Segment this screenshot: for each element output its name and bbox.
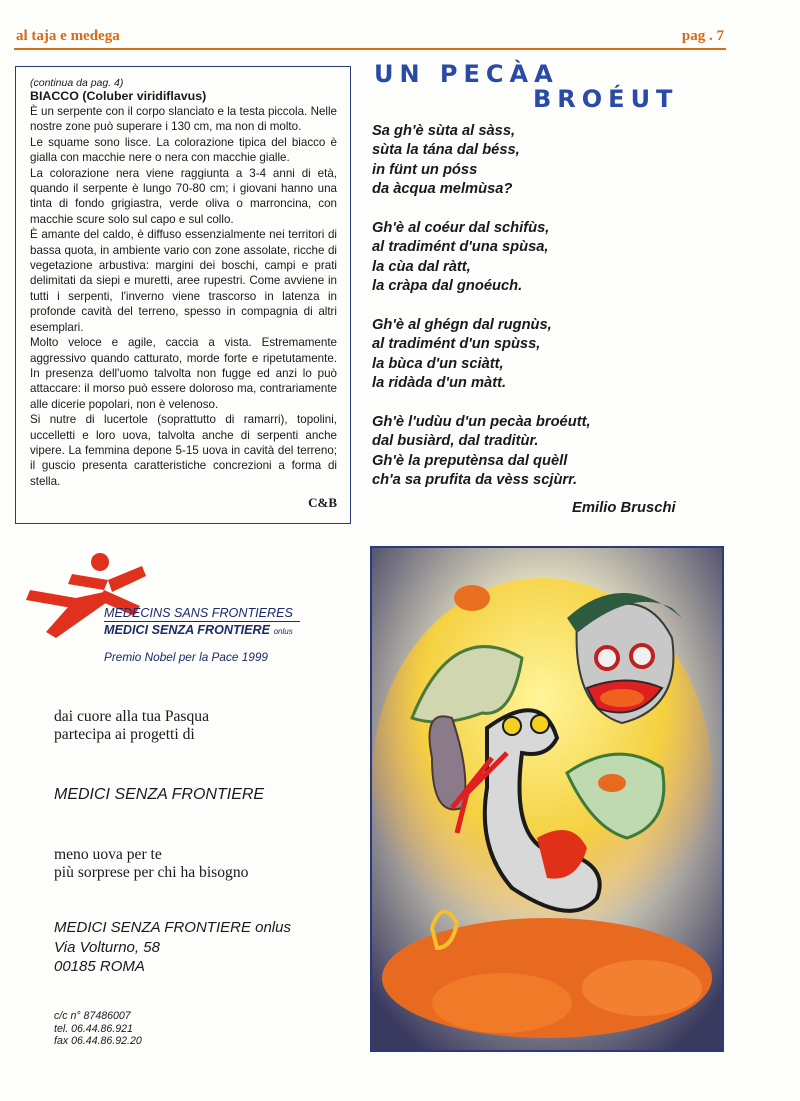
ad-text-line: più sorprese per chi ha bisogno <box>54 864 249 881</box>
ad-text-line: dai cuore alla tua Pasqua <box>54 708 210 725</box>
article-paragraph: È amante del caldo, è diffuso essenzialmente nei territori di bassa quota, in ambiente vario con zone assolate, ricche di vegetazione arbustiva: margini dei boschi, campi e prati delimitati da siepi e muretti, aree rupestri. Come avviene in tutti i serpenti, l'inverno viene trascorso in latenza in profonde cavità del terreno, spesso in compagnia di altri esemplari. <box>30 228 337 334</box>
msf-name-italian-text: MEDICI SENZA FRONTIERE <box>104 623 271 637</box>
poem-line: da àcqua melmùsa? <box>372 181 513 198</box>
poem-body <box>372 122 712 510</box>
poem-line: la bùca d'un sciàtt, <box>372 355 504 372</box>
ad-text-line: partecipa ai progetti di <box>54 726 195 743</box>
msf-onlus-label: onlus <box>273 627 293 636</box>
contact-line: fax 06.44.86.92.20 <box>54 1035 142 1048</box>
article-paragraph: La colorazione nera viene raggiunta a 3-4 anni di età, quando il serpente è lungo 70-80 cm; i giovani hanno una tinta di fondo grigiastra, verde oliva o marroncina, con macchie scure solo sul capo e sul collo. <box>30 166 337 226</box>
msf-divider <box>104 621 300 622</box>
msf-big-name: MEDICI SENZA FRONTIERE <box>54 786 265 803</box>
poem-line: sùta la tána dal béss, <box>372 142 520 159</box>
msf-name-french: MEDECINS SANS FRONTIERES <box>104 606 293 620</box>
pasqua-message <box>54 708 209 744</box>
poem-author: Emilio Bruschi <box>572 500 676 516</box>
article-title: BIACCO (Coluber viridiflavus) <box>30 89 207 103</box>
article-box <box>15 66 351 524</box>
poem-line: Gh'è al ghégn dal rugnùs, <box>372 317 552 334</box>
nobel-prize-note: Premio Nobel per la Pace 1999 <box>104 650 268 664</box>
poem-line: al tradimént d'un spùss, <box>372 336 541 353</box>
contact-line: tel. 06.44.86.921 <box>54 1022 133 1035</box>
header-rule <box>14 48 726 50</box>
msf-contacts <box>54 1010 142 1048</box>
poem-stanza <box>372 122 712 200</box>
poem-title-line2: BROÉUT <box>533 85 679 113</box>
address-line: 00185 ROMA <box>54 958 145 975</box>
msf-address <box>54 918 291 977</box>
poem-line: al tradimént d'una spùsa, <box>372 239 549 256</box>
poem-line: la ridàda d'un màtt. <box>372 375 507 392</box>
poem-line: Gh'è la preputènsa dal quèll <box>372 452 568 469</box>
page-number: pag . 7 <box>681 28 724 44</box>
continuation-note: (continua da pag. 4) <box>30 77 124 89</box>
article-paragraph: Molto veloce e agile, caccia a vista. Estremamente aggressivo quando catturato, morde forte e ripetutamente. In presenza dell'uomo talvolta non fugge ed anzi lo può attaccare: il morso può essere doloroso ma, contrariamente alle dicerie popolari, non è velenoso. <box>30 336 337 411</box>
poem-line: la cùa dal ràtt, <box>372 258 471 275</box>
msf-name-italian <box>104 623 293 637</box>
address-line: Via Volturno, 58 <box>54 938 160 956</box>
poem-line: Gh'è al coéur dal schifùs, <box>372 220 550 237</box>
poem-line: dal busiàrd, dal traditùr. <box>372 433 539 450</box>
poem-title-line1: UN PECÀA <box>374 60 559 88</box>
poem-line: in fünt un póss <box>372 161 478 178</box>
illustration-artwork-icon <box>372 548 722 1050</box>
ad-text-line: meno uova per te <box>54 846 162 863</box>
address-line: MEDICI SENZA FRONTIERE onlus <box>54 919 291 936</box>
article-paragraph: Le squame sono lisce. La colorazione tipica del biacco è gialla con macchie nere o nera con macchie gialle. <box>30 135 337 165</box>
poem-line: Sa gh'è sùta al sàss, <box>372 123 516 139</box>
poem-stanza <box>372 316 712 394</box>
poem-illustration <box>370 546 724 1052</box>
poem-line: ch'a sa prufita da vèss scjùrr. <box>372 472 578 489</box>
poem-stanza <box>372 413 712 491</box>
poem-line: la cràpa dal gnoéuch. <box>372 278 523 295</box>
poem-stanza <box>372 219 712 297</box>
running-header-title: al taja e medega <box>16 28 120 44</box>
article-paragraph: È un serpente con il corpo slanciato e la testa piccola. Nelle nostre zone può superare i 130 cm, ma non di molto. <box>30 105 337 134</box>
uova-message <box>54 846 248 882</box>
article-paragraph: Si nutre di lucertole (soprattutto di ramarri), topolini, uccelletti e loro uova, talvolta anche di serpenti anche vipere. La femmina depone 5-15 uova in cavità del terreno; il guscio presenta caratteristiche concrezioni a forma di stella. <box>30 413 337 488</box>
contact-line: c/c n° 87486007 <box>54 1010 131 1022</box>
poem-line: Gh'è l'udùu d'un pecàa broéutt, <box>372 414 591 431</box>
article-signature: C&B <box>308 495 337 511</box>
